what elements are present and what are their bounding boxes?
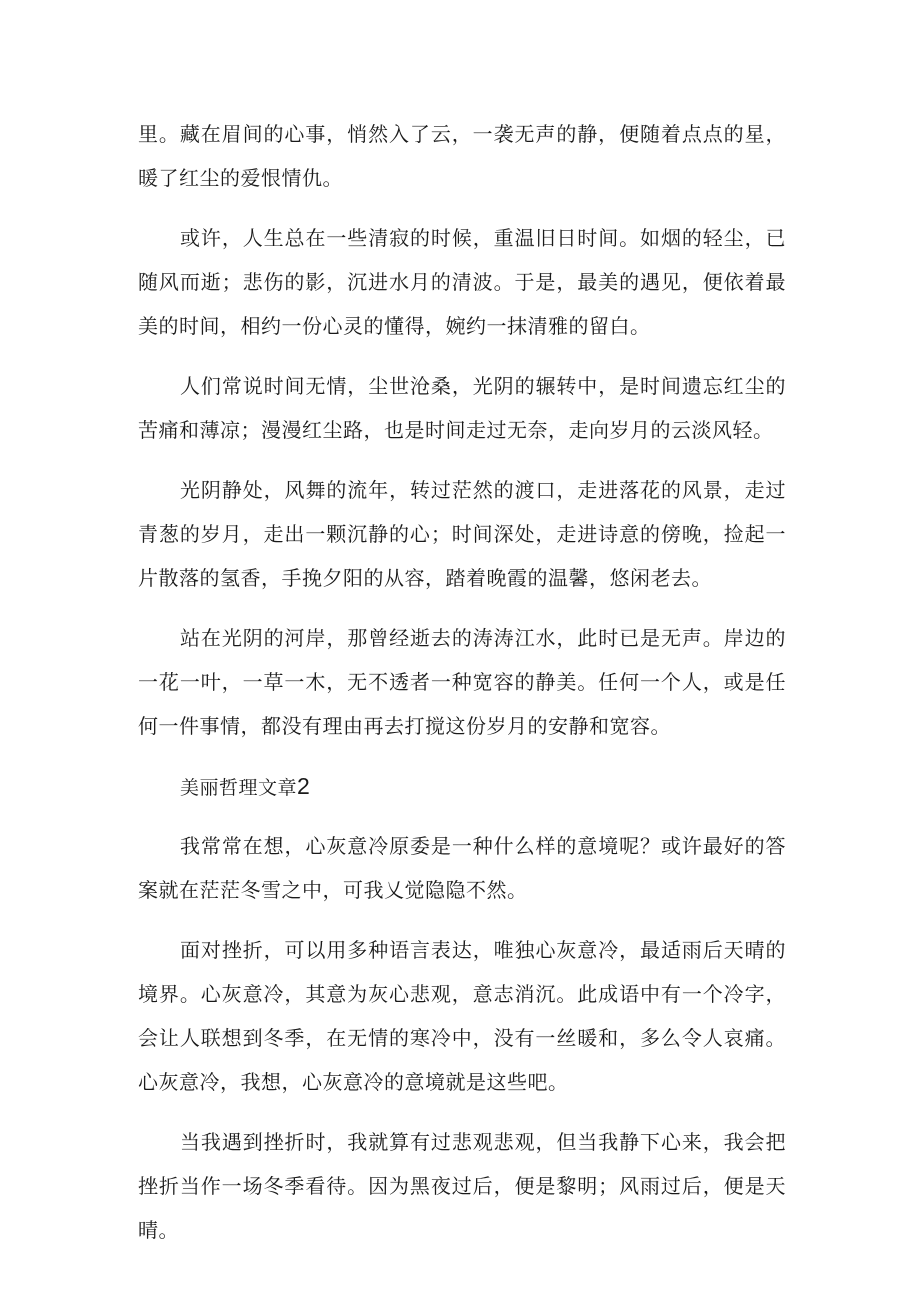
paragraph: 站在光阴的河岸，那曾经逝去的涛涛江水，此时已是无声。岸边的一花一叶，一草一木，无不透者一种宽容的静美。任何一个人，或是任何一件事情，都没有理由再去打搅这份岁月的安静和宽容。 xyxy=(138,626,786,738)
paragraph: 当我遇到挫折时，我就算有过悲观悲观，但当我静下心来，我会把挫折当作一场冬季看待。因为黑夜过后，便是黎明；风雨过后，便是天晴。 xyxy=(138,1130,786,1242)
section-heading-number: 2 xyxy=(297,773,311,799)
section-heading xyxy=(138,764,786,810)
paragraph: 或许，人生总在一些清寂的时候，重温旧日时间。如烟的轻尘，已随风而逝；悲伤的影，沉进水月的清波。于是，最美的遇见，便依着最美的时间，相约一份心灵的懂得，婉约一抹清雅的留白。 xyxy=(138,226,786,338)
paragraph: 人们常说时间无情，尘世沧桑，光阴的辗转中，是时间遗忘红尘的苦痛和薄凉；漫漫红尘路，也是时间走过无奈，走向岁月的云淡风轻。 xyxy=(138,374,786,442)
paragraph-continuation: 里。藏在眉间的心事，悄然入了云，一袭无声的静，便随着点点的星，暖了红尘的爱恨情仇。 xyxy=(138,122,786,190)
section-heading-title: 美丽哲理文章 xyxy=(180,777,298,799)
paragraph: 我常常在想，心灰意冷原委是一种什么样的意境呢？或许最好的答案就在茫茫冬雪之中，可我乂觉隐隐不然。 xyxy=(138,834,786,902)
paragraph: 面对挫折，可以用多种语言表达，唯独心灰意冷，最适雨后天晴的境界。心灰意冷，其意为灰心悲观，意志消沉。此成语中有一个冷字，会让人联想到冬季，在无情的寒冷中，没有一丝暖和，多么令人哀痛。心灰意冷，我想，心灰意冷的意境就是这些吧。 xyxy=(138,938,786,1094)
paragraph: 光阴静处，风舞的流年，转过茫然的渡口，走进落花的风景，走过青葱的岁月，走出一颗沉静的心；时间深处，走进诗意的傍晚，捡起一片散落的氢香，手挽夕阳的从容，踏着晚霞的温馨，悠闲老去。 xyxy=(138,478,786,590)
document-body xyxy=(138,112,786,1268)
